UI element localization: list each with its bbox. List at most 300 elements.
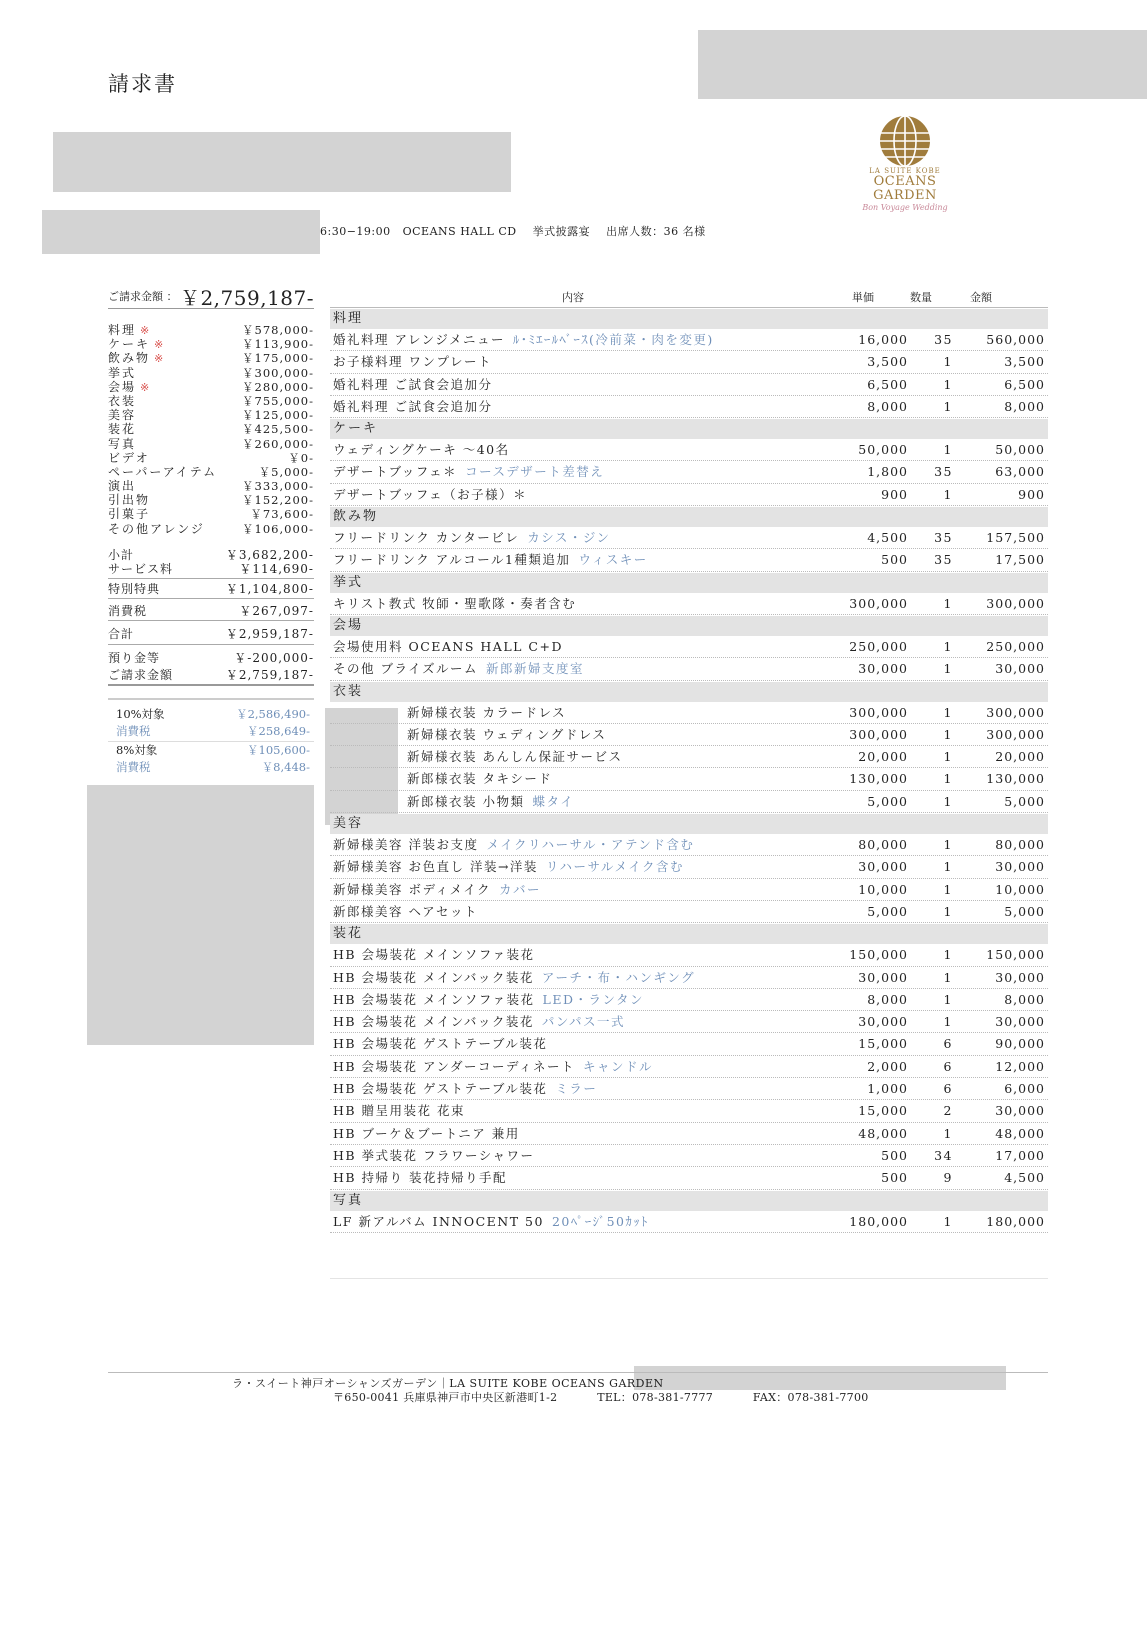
row-price: 300,000 [849,726,908,742]
row-qty: 1 [943,661,953,677]
category-row [108,522,314,536]
row-price: 180,000 [849,1213,908,1229]
row-price: 30,000 [858,859,908,875]
row-price: 130,000 [849,771,908,787]
row-item: 新婦様美容 お色直し 洋装→洋装 [333,859,538,875]
redacted-block [698,30,1147,99]
row-qty: 1 [943,354,953,370]
row-item: HB 会場装花 ゲストテーブル装花 [333,1081,548,1097]
row-note: ミラー [555,1081,598,1097]
table-row [330,989,1048,1011]
row-description [407,724,606,746]
category-row [108,451,314,465]
category-name: 装花 [108,422,137,437]
globe-icon [877,113,933,169]
row-item: デザートブッフェ＊ [333,464,458,480]
tax10-tax-label: 消費税 [116,724,151,738]
section-header: 料理 [330,309,1048,329]
table-row [330,636,1048,658]
row-description [333,549,648,571]
billed-row [108,666,314,686]
row-qty: 1 [943,486,953,502]
category-mark: ※ [154,352,166,366]
category-amount: ￥152,200- [242,493,314,508]
table-row [330,746,1048,768]
row-price: 20,000 [858,749,908,765]
row-description [407,746,622,768]
category-label [108,479,136,493]
tax8-tax-label: 消費税 [116,760,151,774]
section-header: 飲み物 [330,507,1048,527]
row-item: 婚礼料理 ご試食会追加分 [333,376,493,392]
category-amount: ￥125,000- [242,408,314,423]
row-item: デザートブッフェ（お子様）＊ [333,486,528,502]
redacted-block [53,132,511,192]
category-name: ケーキ [108,337,151,352]
footer-contact [333,1389,905,1405]
row-note: リハーサルメイク含む [545,859,685,875]
category-amount: ￥755,000- [242,393,314,408]
category-row [108,493,314,507]
row-price: 300,000 [849,704,908,720]
row-note: コースデザート差替え [465,464,605,480]
category-label [108,422,136,436]
row-description [333,967,695,989]
row-item: HB 挙式装花 フラワーシャワー [333,1147,535,1163]
row-amount: 63,000 [995,464,1045,480]
section-header: 美容 [330,814,1048,834]
row-amount: 30,000 [995,859,1045,875]
row-note: カシス・ジン [527,530,611,546]
venue-logo [845,113,965,212]
category-amount: ￥280,000- [242,379,314,394]
row-amount: 30,000 [995,661,1045,677]
service-amount: ￥114,690- [239,562,314,576]
row-qty: 35 [934,332,953,347]
row-amount: 20,000 [995,749,1045,765]
tax-breakdown [108,698,314,778]
row-qty: 1 [943,903,953,919]
row-note: キャンドル [583,1058,654,1074]
tax-row [108,599,314,621]
table-row [330,351,1048,373]
table-row [330,834,1048,856]
table-row [330,724,1048,746]
category-amount: ￥113,900- [242,337,314,352]
event-type: 挙式披露宴 [532,225,591,238]
table-row [330,374,1048,396]
category-row [108,394,314,408]
row-description [333,593,576,615]
row-description [333,1011,625,1033]
invoice-table [330,287,1048,1233]
category-row [108,422,314,436]
row-item: 新郎様衣装 小物類 [407,793,525,809]
row-qty: 1 [943,595,953,611]
row-qty: 1 [943,638,953,654]
row-price: 2,000 [867,1058,908,1074]
row-amount: 6,500 [1004,376,1045,392]
row-description [333,901,478,923]
table-row [330,593,1048,615]
special-label: 特別特典 [108,582,161,596]
row-note: メイクリハーサル・アテンド含む [486,837,695,853]
redacted-block [42,210,320,254]
row-item: LF 新アルバム INNOCENT 50 [333,1213,544,1229]
row-qty: 35 [934,464,953,480]
section-header: ケーキ [330,419,1048,439]
row-note: パンパス一式 [541,1014,626,1030]
row-item: お子様料理 ワンプレート [333,354,492,370]
category-row [108,366,314,380]
category-amount: ￥73,600- [250,507,314,522]
row-price: 4,500 [867,530,908,546]
row-qty: 1 [943,749,953,765]
event-time: 6:30−19:00 [320,225,391,238]
row-price: 30,000 [858,661,908,677]
row-description [333,856,684,878]
row-price: 250,000 [849,638,908,654]
row-price: 300,000 [849,595,908,611]
row-item: HB 会場装花 メインバック装花 [333,1014,534,1030]
row-amount: 130,000 [986,771,1045,787]
row-item: ウェディングケーキ 〜40名 [333,442,510,458]
row-amount: 4,500 [1004,1170,1045,1186]
row-description [333,374,492,396]
category-row [108,323,314,337]
deposit-label: 預り金等 [108,651,161,665]
tax10-tax-row [108,723,314,742]
special-row [108,579,314,599]
table-row [330,484,1048,506]
category-label [108,507,150,521]
row-price: 1,000 [867,1081,908,1097]
row-qty: 1 [943,947,953,963]
row-qty: 6 [943,1081,953,1097]
row-price: 500 [881,552,908,568]
row-description [333,1145,535,1167]
row-amount: 30,000 [995,1103,1045,1119]
table-row [330,1056,1048,1078]
footer-divider [108,1372,1048,1373]
category-amount: ￥5,000- [258,464,314,479]
row-price: 500 [881,1170,908,1186]
row-item: HB 会場装花 メインソファ装花 [333,991,535,1007]
divider [330,1278,1048,1279]
category-name: 美容 [108,408,137,423]
category-amount: ￥578,000- [242,323,314,337]
event-guests: 出席人数：36 名様 [606,225,706,238]
row-item: その他 ブライズルーム [333,661,478,677]
table-row [330,1211,1048,1233]
row-amount: 3,500 [1004,354,1045,370]
row-description [333,329,714,351]
table-row [330,329,1048,351]
tax10-row [108,706,314,723]
table-row [330,1167,1048,1189]
category-name: 料理 [108,323,137,337]
sum-amount: ￥2,959,187- [225,627,314,641]
row-description [333,1167,507,1189]
category-amount: ￥0- [288,450,314,465]
category-label [108,408,136,422]
row-price: 150,000 [849,947,908,963]
category-label [108,337,165,351]
table-row [330,1078,1048,1100]
deposit-row [108,645,314,666]
row-price: 10,000 [858,881,908,897]
row-amount: 300,000 [986,595,1045,611]
category-amount: ￥300,000- [242,365,314,380]
subtotal-label: 小計 [108,548,135,562]
row-note: 蝶タイ [532,793,575,809]
row-item: フリードリンク アルコール1種類追加 [333,552,571,568]
row-price: 30,000 [858,1014,908,1030]
category-label [108,351,165,365]
category-name: 引出物 [108,493,151,508]
footer-fax: FAX：078-381-7700 [752,1391,869,1404]
billing-total-amount: ￥2,759,187- [179,286,314,310]
row-description [333,944,535,966]
category-amount: ￥425,500- [242,422,314,437]
header-desc: 内容 [562,291,584,304]
table-row [330,901,1048,923]
row-amount: 90,000 [995,1036,1045,1052]
row-amount: 50,000 [995,442,1045,458]
row-amount: 300,000 [986,726,1045,742]
row-amount: 30,000 [995,969,1045,985]
row-note: 新郎新婦支度室 [485,661,584,677]
row-price: 48,000 [858,1125,908,1141]
category-amount: ￥260,000- [242,436,314,451]
sum-row [108,621,314,645]
section-header: 装花 [330,924,1048,944]
row-description [333,1211,649,1233]
category-row [108,507,314,521]
category-label [108,323,151,337]
row-qty: 1 [943,1125,953,1141]
row-description [333,1078,597,1100]
event-venue: OCEANS HALL CD [402,225,517,238]
footer-address: 〒650-0041 兵庫県神戸市中央区新港町1-2 [333,1391,558,1404]
category-row [108,380,314,394]
row-item: 新婦様衣装 あんしん保証サービス [407,749,623,765]
row-note: カバー [498,881,541,897]
deposit-amount: ￥-200,000- [234,651,314,665]
category-label [108,394,136,408]
table-row [330,944,1048,966]
table-row [330,527,1048,549]
row-price: 80,000 [858,837,908,853]
table-row [330,702,1048,724]
header-price: 単価 [852,291,874,304]
table-row [330,856,1048,878]
category-label [108,493,150,507]
tax10-tax-amount: ￥258,649- [247,724,310,738]
row-price: 900 [881,486,908,502]
row-qty: 1 [943,398,953,414]
row-qty: 6 [943,1036,953,1052]
category-summary [108,323,314,536]
category-name: その他アレンジ [108,521,205,536]
service-row [108,562,314,579]
row-description [407,702,566,724]
billed-label: ご請求金額 [108,668,174,682]
category-row [108,437,314,451]
row-item: HB 会場装花 アンダーコーディネート [333,1058,576,1074]
row-qty: 35 [934,552,953,568]
redacted-block [634,1366,1006,1390]
category-name: 衣装 [108,393,137,408]
category-name: 挙式 [108,365,137,380]
row-price: 3,500 [867,354,908,370]
row-item: キリスト教式 牧師・聖歌隊・奏者含む [333,595,577,611]
row-description [333,1123,520,1145]
section-header: 挙式 [330,573,1048,593]
redacted-block [87,785,314,1045]
billing-total-label: ご請求金額 ： [108,290,178,303]
row-qty: 2 [943,1103,953,1119]
category-amount: ￥333,000- [242,479,314,494]
category-row [108,351,314,365]
row-price: 15,000 [858,1103,908,1119]
category-name: 演出 [108,479,137,494]
table-body [330,309,1048,1233]
row-description [333,484,527,506]
tax10-amount: ￥2,586,490- [236,707,310,721]
category-name: 会場 [108,379,137,394]
header-amount: 金額 [970,291,992,304]
row-description [407,768,552,790]
category-label [108,465,217,479]
row-qty: 1 [943,859,953,875]
document-title: 請求書 [108,72,177,96]
row-amount: 157,500 [986,530,1045,546]
row-item: 婚礼料理 アレンジメニュー [333,332,505,347]
row-note: アーチ・布・ハンギング [541,969,696,985]
row-qty: 1 [943,881,953,897]
header-qty: 数量 [910,291,932,304]
table-row [330,549,1048,571]
category-row [108,479,314,493]
row-qty: 1 [943,991,953,1007]
event-info [320,223,706,239]
table-row [330,396,1048,418]
row-qty: 1 [943,376,953,392]
row-item: HB 持帰り 装花持帰り手配 [333,1170,508,1186]
tax8-amount: ￥105,600- [247,743,310,757]
table-row [330,879,1048,901]
row-description [333,879,541,901]
row-description [333,351,492,373]
row-price: 500 [881,1147,908,1163]
category-label [108,451,150,465]
row-description [333,1100,465,1122]
footer-tel: TEL：078-381-7777 [597,1391,714,1404]
service-label: サービス料 [108,562,174,576]
table-header [330,287,1048,308]
row-item: HB 会場装花 ゲストテーブル装花 [333,1036,548,1052]
row-note: LED・ランタン [542,991,644,1007]
category-row [108,337,314,351]
category-mark: ※ [154,338,166,352]
row-qty: 1 [943,793,953,809]
row-item: 新郎様衣装 タキシード [407,771,553,787]
table-row [330,439,1048,461]
row-qty: 34 [934,1147,953,1163]
row-qty: 1 [943,726,953,742]
row-amount: 150,000 [986,947,1045,963]
row-price: 15,000 [858,1036,908,1052]
row-qty: 6 [943,1058,953,1074]
row-price: 30,000 [858,969,908,985]
row-amount: 8,000 [1004,398,1045,414]
category-mark: ※ [140,380,152,394]
row-amount: 8,000 [1004,991,1045,1007]
category-name: 写真 [108,436,137,451]
row-description [407,791,574,813]
row-qty: 1 [943,771,953,787]
category-name: ペーパーアイテム [108,464,218,479]
category-name: ビデオ [108,450,150,465]
row-item: HB 会場装花 メインソファ装花 [333,947,535,963]
row-note: ウィスキー [578,552,648,568]
row-qty: 1 [943,442,953,458]
table-row [330,658,1048,680]
row-amount: 30,000 [995,1014,1045,1030]
category-label [108,437,136,451]
row-price: 50,000 [858,442,908,458]
row-description [333,461,604,483]
tax8-tax-amount: ￥8,448- [261,760,310,774]
row-price: 16,000 [858,332,908,347]
row-item: 新婦様美容 ボディメイク [333,881,491,897]
row-price: 6,500 [867,376,908,392]
row-description [333,989,644,1011]
row-item: HB 贈呈用装花 花束 [333,1103,466,1119]
category-mark: ※ [140,324,152,337]
row-item: 新婦様衣装 カラードレス [407,704,567,720]
row-item: 新郎様美容 ヘアセット [333,903,478,919]
tax8-label: 8%対象 [116,743,158,757]
row-description [333,658,584,680]
billed-amount: ￥2,759,187- [225,668,314,682]
row-amount: 180,000 [986,1213,1045,1229]
row-item: フリードリンク カンタービレ [333,530,520,546]
logo-line2: OCEANS GARDEN [873,174,937,203]
table-row [330,791,1048,813]
row-price: 8,000 [867,991,908,1007]
row-description [333,439,510,461]
row-price: 5,000 [867,793,908,809]
section-header: 会場 [330,616,1048,636]
row-item: HB 会場装花 メインバック装花 [333,969,534,985]
tax8-tax-row [108,759,314,776]
row-qty: 1 [943,969,953,985]
section-header: 写真 [330,1191,1048,1211]
logo-line1: LA SUITE KOBE [869,167,941,175]
category-label [108,366,136,380]
table-row [330,1011,1048,1033]
row-qty: 1 [943,1014,953,1030]
row-amount: 560,000 [986,332,1045,347]
row-price: 1,800 [867,464,908,480]
category-name: 飲み物 [108,351,151,366]
table-row [330,967,1048,989]
footer-company: ラ・スイート神戸オーシャンズガーデン｜LA SUITE KOBE OCEANS GARDEN [232,1377,664,1390]
row-amount: 10,000 [995,881,1045,897]
row-amount: 17,000 [995,1147,1045,1163]
